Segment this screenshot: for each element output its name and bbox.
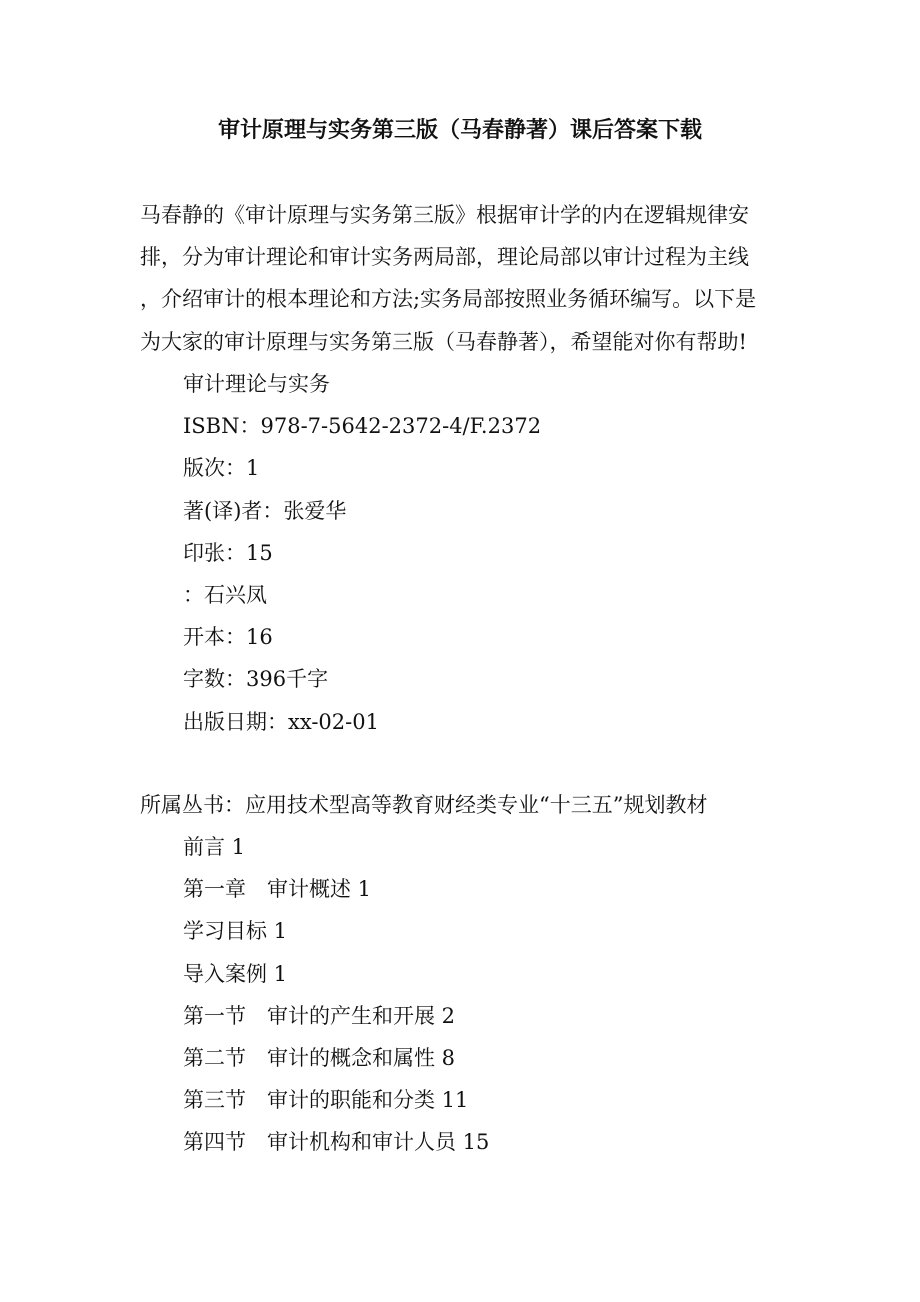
book-info-item: 印张：15 [183, 540, 273, 565]
book-info-item: 版次：1 [183, 456, 260, 481]
toc-item: 第二节 审计的概念和属性 8 [183, 1046, 456, 1070]
paragraph-line: 为大家的审计原理与实务第三版（马春静著），希望能对你有帮助! [140, 329, 747, 354]
toc-item: 第一章 审计概述 1 [183, 877, 372, 902]
series-line: 所属丛书：应用技术型高等教育财经类专业“十三五”规划教材 [140, 793, 708, 817]
toc-item: 学习目标 1 [183, 919, 288, 944]
paragraph-line: 排，分为审计理论和审计实务两局部，理论局部以审计过程为主线 [140, 245, 749, 270]
toc-item: 前言 1 [183, 835, 246, 859]
toc-item: 第一节 审计的产生和开展 2 [183, 1003, 456, 1028]
book-info-item: 字数：396千字 [183, 667, 329, 692]
paragraph-line: 马春静的《审计原理与实务第三版》根据审计学的内在逻辑规律安 [140, 203, 749, 227]
book-info-item: ：石兴凤 [183, 583, 267, 607]
book-info-item: 审计理论与实务 [183, 372, 330, 396]
book-info-item: ISBN：978-7-5642-2372-4/F.2372 [183, 414, 542, 439]
book-info-item: 开本：16 [183, 625, 273, 650]
toc-item: 导入案例 1 [183, 961, 288, 986]
book-info-item: 出版日期：xx-02-01 [183, 709, 379, 734]
book-info-item: 著(译)者：张爱华 [183, 498, 347, 523]
toc-item: 第四节 审计机构和审计人员 15 [183, 1130, 490, 1155]
document-title: 审计原理与实务第三版（马春静著）课后答案下载 [217, 117, 702, 143]
toc-item: 第三节 审计的职能和分类 11 [183, 1088, 469, 1113]
paragraph-line: ，介绍审计的根本理论和方法;实务局部按照业务循环编写。以下是 [140, 287, 757, 312]
